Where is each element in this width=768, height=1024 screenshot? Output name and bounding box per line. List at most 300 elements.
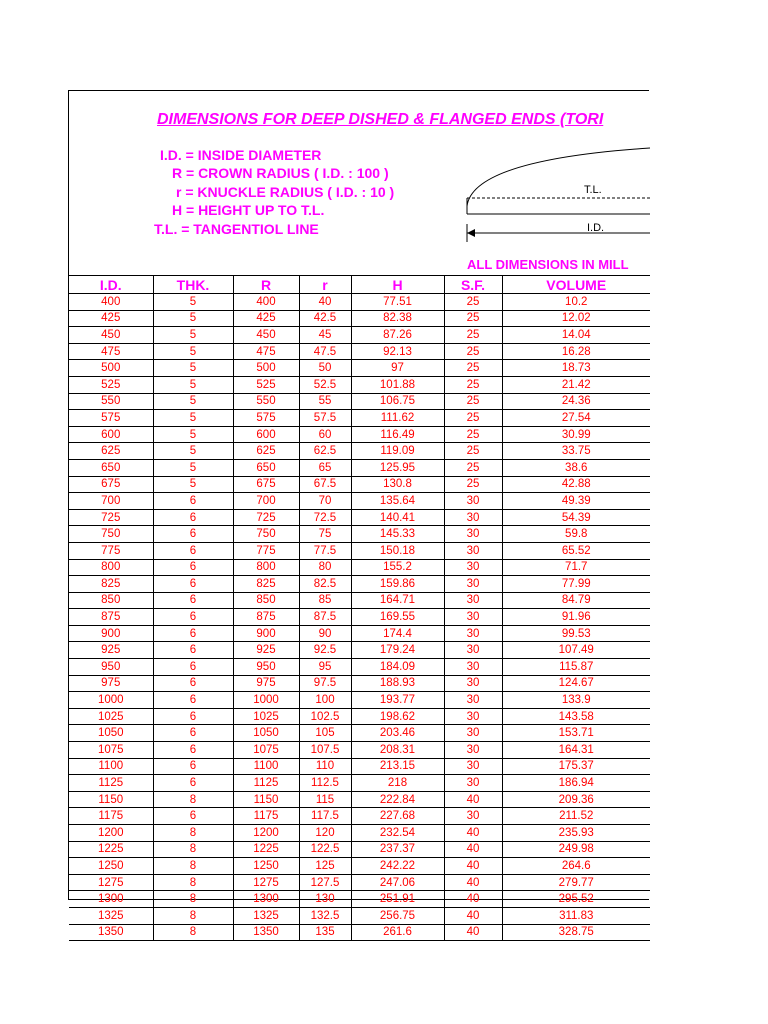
cell-thk: 6: [153, 758, 233, 775]
cell-id: 675: [69, 476, 153, 493]
cell-crown-radius: 800: [233, 559, 299, 576]
cell-height: 125.95: [351, 459, 444, 476]
cell-crown-radius: 1350: [233, 924, 299, 941]
cell-thk: 5: [153, 376, 233, 393]
table-row: [69, 459, 650, 476]
table-row: [69, 659, 650, 676]
units-note: ALL DIMENSIONS IN MILL: [467, 257, 629, 272]
cell-crown-radius: 500: [233, 360, 299, 377]
cell-thk: 5: [153, 410, 233, 427]
cell-volume: 279.77: [502, 874, 650, 891]
cell-id: 1075: [69, 742, 153, 759]
page-title: DIMENSIONS FOR DEEP DISHED & FLANGED ENDS (TORI: [157, 111, 604, 128]
cell-sf: 30: [444, 592, 502, 609]
cell-thk: 6: [153, 576, 233, 593]
cell-volume: 42.88: [502, 476, 650, 493]
table-body: [69, 294, 650, 941]
cell-height: 213.15: [351, 758, 444, 775]
cell-knuckle-radius: 62.5: [299, 443, 351, 460]
cell-height: 256.75: [351, 907, 444, 924]
cell-id: 475: [69, 343, 153, 360]
cell-thk: 6: [153, 592, 233, 609]
cell-height: 97: [351, 360, 444, 377]
cell-height: 101.88: [351, 376, 444, 393]
cell-id: 1250: [69, 858, 153, 875]
cell-sf: 40: [444, 874, 502, 891]
cell-height: 87.26: [351, 327, 444, 344]
table-row: [69, 376, 650, 393]
cell-id: 650: [69, 459, 153, 476]
cell-thk: 8: [153, 907, 233, 924]
legend-tangent-line: T.L. = TANGENTIOL LINE: [154, 221, 319, 237]
cell-thk: 8: [153, 891, 233, 908]
cell-sf: 30: [444, 742, 502, 759]
cell-thk: 6: [153, 692, 233, 709]
table-row: [69, 310, 650, 327]
cell-thk: 8: [153, 924, 233, 941]
cell-id: 1100: [69, 758, 153, 775]
cell-height: 237.37: [351, 841, 444, 858]
cell-knuckle-radius: 135: [299, 924, 351, 941]
cell-volume: 143.58: [502, 708, 650, 725]
cell-thk: 5: [153, 393, 233, 410]
cell-sf: 25: [444, 343, 502, 360]
cell-knuckle-radius: 77.5: [299, 542, 351, 559]
table-row: [69, 891, 650, 908]
cell-id: 425: [69, 310, 153, 327]
cell-crown-radius: 1000: [233, 692, 299, 709]
table-row: [69, 907, 650, 924]
table-row: [69, 692, 650, 709]
cell-height: 164.71: [351, 592, 444, 609]
cell-volume: 153.71: [502, 725, 650, 742]
cell-knuckle-radius: 125: [299, 858, 351, 875]
table-row: [69, 791, 650, 808]
cell-id: 850: [69, 592, 153, 609]
cell-id: 875: [69, 609, 153, 626]
header-height: H: [351, 276, 444, 294]
cell-crown-radius: 675: [233, 476, 299, 493]
cell-knuckle-radius: 82.5: [299, 576, 351, 593]
table-row: [69, 592, 650, 609]
legend-knuckle-radius: r = KNUCKLE RADIUS ( I.D. : 10 ): [176, 184, 395, 200]
cell-sf: 30: [444, 542, 502, 559]
cell-id: 825: [69, 576, 153, 593]
cell-knuckle-radius: 107.5: [299, 742, 351, 759]
cell-crown-radius: 475: [233, 343, 299, 360]
cell-volume: 49.39: [502, 493, 650, 510]
cell-knuckle-radius: 130: [299, 891, 351, 908]
cell-crown-radius: 1175: [233, 808, 299, 825]
table-row: [69, 343, 650, 360]
cell-thk: 6: [153, 675, 233, 692]
cell-crown-radius: 1125: [233, 775, 299, 792]
cell-volume: 12.02: [502, 310, 650, 327]
cell-volume: 115.87: [502, 659, 650, 676]
cell-volume: 107.49: [502, 642, 650, 659]
cell-crown-radius: 775: [233, 542, 299, 559]
cell-sf: 30: [444, 493, 502, 510]
cell-id: 900: [69, 625, 153, 642]
cell-id: 775: [69, 542, 153, 559]
cell-id: 750: [69, 526, 153, 543]
cell-knuckle-radius: 50: [299, 360, 351, 377]
cell-height: 169.55: [351, 609, 444, 626]
header-volume: VOLUME: [502, 276, 650, 294]
cell-thk: 6: [153, 708, 233, 725]
cell-height: 155.2: [351, 559, 444, 576]
cell-sf: 30: [444, 509, 502, 526]
tl-label: T.L.: [584, 184, 602, 196]
cell-thk: 8: [153, 791, 233, 808]
cell-id: 1175: [69, 808, 153, 825]
cell-crown-radius: 900: [233, 625, 299, 642]
cell-thk: 6: [153, 659, 233, 676]
cell-height: 106.75: [351, 393, 444, 410]
cell-volume: 84.79: [502, 592, 650, 609]
cell-volume: 16.28: [502, 343, 650, 360]
cell-volume: 18.73: [502, 360, 650, 377]
cell-crown-radius: 1275: [233, 874, 299, 891]
table-row: [69, 725, 650, 742]
cell-knuckle-radius: 57.5: [299, 410, 351, 427]
cell-knuckle-radius: 67.5: [299, 476, 351, 493]
legend-crown-radius: R = CROWN RADIUS ( I.D. : 100 ): [172, 165, 389, 181]
cell-crown-radius: 925: [233, 642, 299, 659]
cell-crown-radius: 425: [233, 310, 299, 327]
cell-id: 1125: [69, 775, 153, 792]
cell-thk: 6: [153, 609, 233, 626]
cell-height: 222.84: [351, 791, 444, 808]
cell-knuckle-radius: 100: [299, 692, 351, 709]
cell-knuckle-radius: 60: [299, 426, 351, 443]
cell-id: 925: [69, 642, 153, 659]
table-row: [69, 410, 650, 427]
cell-height: 119.09: [351, 443, 444, 460]
header-id: I.D.: [69, 276, 153, 294]
table-row: [69, 476, 650, 493]
cell-volume: 24.36: [502, 393, 650, 410]
table-row: [69, 493, 650, 510]
cell-height: 198.62: [351, 708, 444, 725]
cell-knuckle-radius: 80: [299, 559, 351, 576]
cell-volume: 124.67: [502, 675, 650, 692]
cell-id: 975: [69, 675, 153, 692]
cell-knuckle-radius: 122.5: [299, 841, 351, 858]
cell-sf: 40: [444, 924, 502, 941]
cell-knuckle-radius: 110: [299, 758, 351, 775]
table-row: [69, 924, 650, 941]
cell-id: 600: [69, 426, 153, 443]
cell-height: 150.18: [351, 542, 444, 559]
table-row: [69, 327, 650, 344]
cell-knuckle-radius: 132.5: [299, 907, 351, 924]
cell-knuckle-radius: 87.5: [299, 609, 351, 626]
spreadsheet-sheet: [68, 90, 649, 939]
cell-crown-radius: 1050: [233, 725, 299, 742]
header-sf: S.F.: [444, 276, 502, 294]
table-row: [69, 443, 650, 460]
cell-id: 1225: [69, 841, 153, 858]
cell-sf: 30: [444, 758, 502, 775]
cell-volume: 10.2: [502, 294, 650, 311]
cell-id: 700: [69, 493, 153, 510]
cell-crown-radius: 850: [233, 592, 299, 609]
cell-height: 116.49: [351, 426, 444, 443]
cell-crown-radius: 825: [233, 576, 299, 593]
cell-height: 111.62: [351, 410, 444, 427]
cell-thk: 6: [153, 808, 233, 825]
table-row: [69, 426, 650, 443]
cell-thk: 8: [153, 874, 233, 891]
cell-knuckle-radius: 102.5: [299, 708, 351, 725]
table-row: [69, 825, 650, 842]
cell-volume: 54.39: [502, 509, 650, 526]
cell-knuckle-radius: 97.5: [299, 675, 351, 692]
cell-volume: 264.6: [502, 858, 650, 875]
cell-crown-radius: 1225: [233, 841, 299, 858]
cell-id: 400: [69, 294, 153, 311]
cell-knuckle-radius: 42.5: [299, 310, 351, 327]
cell-volume: 328.75: [502, 924, 650, 941]
cell-volume: 59.8: [502, 526, 650, 543]
cell-sf: 25: [444, 360, 502, 377]
cell-thk: 5: [153, 459, 233, 476]
cell-crown-radius: 575: [233, 410, 299, 427]
cell-height: 247.06: [351, 874, 444, 891]
cell-volume: 71.7: [502, 559, 650, 576]
cell-crown-radius: 650: [233, 459, 299, 476]
header-crown-radius: R: [233, 276, 299, 294]
dimensions-table: [69, 275, 650, 941]
cell-volume: 21.42: [502, 376, 650, 393]
cell-sf: 25: [444, 476, 502, 493]
cell-thk: 6: [153, 742, 233, 759]
legend-height: H = HEIGHT UP TO T.L.: [172, 202, 325, 218]
cell-thk: 6: [153, 725, 233, 742]
cell-volume: 211.52: [502, 808, 650, 825]
cell-knuckle-radius: 92.5: [299, 642, 351, 659]
cell-knuckle-radius: 40: [299, 294, 351, 311]
cell-knuckle-radius: 85: [299, 592, 351, 609]
id-label: I.D.: [587, 222, 605, 234]
cell-thk: 6: [153, 625, 233, 642]
table-row: [69, 858, 650, 875]
cell-crown-radius: 1025: [233, 708, 299, 725]
cell-crown-radius: 400: [233, 294, 299, 311]
cell-sf: 30: [444, 659, 502, 676]
cell-sf: 40: [444, 907, 502, 924]
table-row: [69, 526, 650, 543]
cell-sf: 25: [444, 376, 502, 393]
cell-sf: 25: [444, 410, 502, 427]
cell-volume: 33.75: [502, 443, 650, 460]
cell-id: 725: [69, 509, 153, 526]
cell-crown-radius: 550: [233, 393, 299, 410]
cell-knuckle-radius: 45: [299, 327, 351, 344]
cell-sf: 30: [444, 725, 502, 742]
cell-thk: 6: [153, 542, 233, 559]
cell-sf: 30: [444, 576, 502, 593]
cell-height: 193.77: [351, 692, 444, 709]
cell-crown-radius: 950: [233, 659, 299, 676]
cell-height: 145.33: [351, 526, 444, 543]
cell-id: 500: [69, 360, 153, 377]
cell-knuckle-radius: 65: [299, 459, 351, 476]
cell-crown-radius: 1200: [233, 825, 299, 842]
cell-sf: 30: [444, 625, 502, 642]
cell-knuckle-radius: 95: [299, 659, 351, 676]
cell-volume: 38.6: [502, 459, 650, 476]
cell-id: 950: [69, 659, 153, 676]
cell-sf: 30: [444, 708, 502, 725]
cell-thk: 6: [153, 642, 233, 659]
cell-volume: 99.53: [502, 625, 650, 642]
cell-id: 525: [69, 376, 153, 393]
cell-id: 800: [69, 559, 153, 576]
cell-id: 1200: [69, 825, 153, 842]
cell-sf: 30: [444, 609, 502, 626]
cell-sf: 25: [444, 310, 502, 327]
cell-id: 1325: [69, 907, 153, 924]
cell-knuckle-radius: 75: [299, 526, 351, 543]
cell-thk: 6: [153, 509, 233, 526]
cell-crown-radius: 600: [233, 426, 299, 443]
cell-crown-radius: 1325: [233, 907, 299, 924]
cell-id: 1150: [69, 791, 153, 808]
cell-height: 188.93: [351, 675, 444, 692]
table-row: [69, 675, 650, 692]
table-row: [69, 360, 650, 377]
cell-height: 82.38: [351, 310, 444, 327]
cell-volume: 175.37: [502, 758, 650, 775]
cell-knuckle-radius: 72.5: [299, 509, 351, 526]
cell-volume: 311.83: [502, 907, 650, 924]
cell-volume: 14.04: [502, 327, 650, 344]
cell-crown-radius: 975: [233, 675, 299, 692]
cell-sf: 40: [444, 891, 502, 908]
table-row: [69, 841, 650, 858]
cell-crown-radius: 750: [233, 526, 299, 543]
cell-volume: 30.99: [502, 426, 650, 443]
cell-height: 218: [351, 775, 444, 792]
cell-crown-radius: 525: [233, 376, 299, 393]
table-row: [69, 625, 650, 642]
cell-thk: 8: [153, 841, 233, 858]
cell-sf: 25: [444, 294, 502, 311]
cell-thk: 5: [153, 343, 233, 360]
cell-volume: 77.99: [502, 576, 650, 593]
header-knuckle-radius: r: [299, 276, 351, 294]
cell-thk: 5: [153, 294, 233, 311]
cell-height: 261.6: [351, 924, 444, 941]
legend-id: I.D. = INSIDE DIAMETER: [160, 147, 322, 163]
cell-height: 184.09: [351, 659, 444, 676]
table-row: [69, 294, 650, 311]
cell-sf: 25: [444, 393, 502, 410]
cell-id: 550: [69, 393, 153, 410]
cell-crown-radius: 875: [233, 609, 299, 626]
cell-id: 1300: [69, 891, 153, 908]
cell-volume: 133.9: [502, 692, 650, 709]
cell-sf: 30: [444, 808, 502, 825]
table-row: [69, 609, 650, 626]
cell-crown-radius: 625: [233, 443, 299, 460]
cell-knuckle-radius: 105: [299, 725, 351, 742]
cell-sf: 40: [444, 791, 502, 808]
cell-volume: 249.98: [502, 841, 650, 858]
table-header-row: [69, 276, 650, 294]
cell-sf: 30: [444, 559, 502, 576]
cell-height: 242.22: [351, 858, 444, 875]
cell-height: 251.91: [351, 891, 444, 908]
cell-knuckle-radius: 52.5: [299, 376, 351, 393]
table-row: [69, 559, 650, 576]
cell-sf: 30: [444, 675, 502, 692]
cell-knuckle-radius: 117.5: [299, 808, 351, 825]
cell-id: 1350: [69, 924, 153, 941]
cell-id: 450: [69, 327, 153, 344]
cell-volume: 209.36: [502, 791, 650, 808]
cell-thk: 6: [153, 775, 233, 792]
cell-id: 575: [69, 410, 153, 427]
cell-sf: 25: [444, 426, 502, 443]
cell-thk: 5: [153, 476, 233, 493]
cell-knuckle-radius: 127.5: [299, 874, 351, 891]
cell-volume: 164.31: [502, 742, 650, 759]
table-row: [69, 708, 650, 725]
cell-sf: 40: [444, 825, 502, 842]
cell-crown-radius: 1150: [233, 791, 299, 808]
cell-height: 140.41: [351, 509, 444, 526]
cell-crown-radius: 700: [233, 493, 299, 510]
cell-sf: 25: [444, 327, 502, 344]
cell-crown-radius: 725: [233, 509, 299, 526]
table-row: [69, 742, 650, 759]
cell-thk: 6: [153, 526, 233, 543]
cell-knuckle-radius: 115: [299, 791, 351, 808]
cell-height: 77.51: [351, 294, 444, 311]
cell-sf: 30: [444, 526, 502, 543]
cell-crown-radius: 1250: [233, 858, 299, 875]
header-thk: THK.: [153, 276, 233, 294]
cell-thk: 6: [153, 493, 233, 510]
cell-height: 174.4: [351, 625, 444, 642]
cell-height: 130.8: [351, 476, 444, 493]
cell-id: 1050: [69, 725, 153, 742]
cell-id: 625: [69, 443, 153, 460]
cell-thk: 6: [153, 559, 233, 576]
cell-volume: 295.52: [502, 891, 650, 908]
cell-crown-radius: 450: [233, 327, 299, 344]
cell-sf: 25: [444, 459, 502, 476]
table-row: [69, 775, 650, 792]
cell-height: 203.46: [351, 725, 444, 742]
cell-crown-radius: 1075: [233, 742, 299, 759]
table-row: [69, 874, 650, 891]
cell-sf: 30: [444, 642, 502, 659]
cell-sf: 25: [444, 443, 502, 460]
cell-knuckle-radius: 112.5: [299, 775, 351, 792]
cell-sf: 30: [444, 775, 502, 792]
table-row: [69, 808, 650, 825]
cell-thk: 8: [153, 825, 233, 842]
table-row: [69, 576, 650, 593]
cell-height: 179.24: [351, 642, 444, 659]
table-row: [69, 509, 650, 526]
cell-knuckle-radius: 55: [299, 393, 351, 410]
cell-id: 1275: [69, 874, 153, 891]
